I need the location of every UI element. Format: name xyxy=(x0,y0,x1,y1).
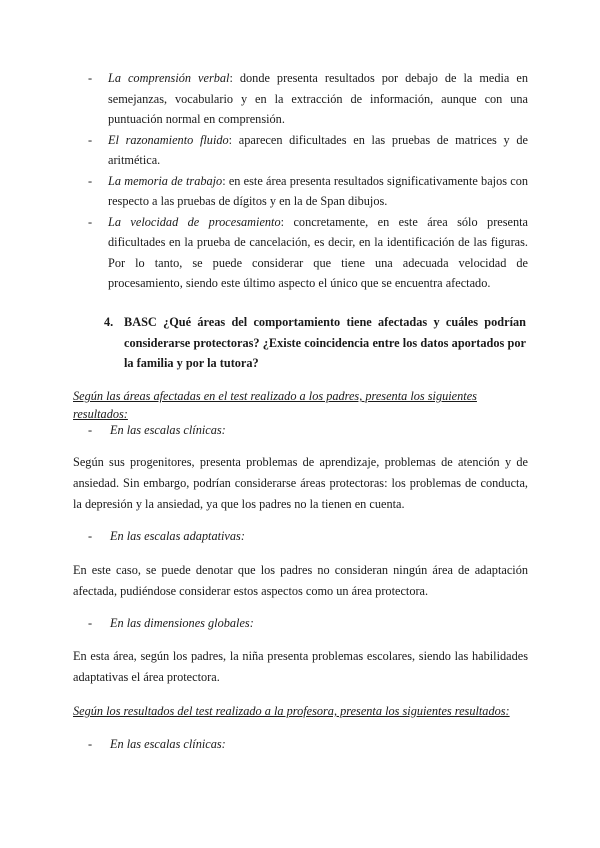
list-item-text: : donde presenta resultados por debajo de la media en semejanzas, vocabulario y en la extracción de información, aunque con una puntuación normal en comprensión. xyxy=(108,71,528,126)
parents-global-paragraph: En esta área, según los padres, la niña presenta problemas escolares, siendo las habilidades adaptativas el área protectora. xyxy=(73,649,528,684)
list-dash: - xyxy=(88,132,93,147)
question-text: BASC ¿Qué áreas del comportamiento tiene afectadas y cuáles podrían considerarse protectoras? ¿Existe coincidencia entre los datos aportados por la familia y por la tutora? xyxy=(124,315,526,370)
parents-adaptive-scales-item xyxy=(88,527,245,545)
teacher-results-intro: Según los resultados del test realizado a la profesora, presenta los siguientes resultados: xyxy=(73,704,510,718)
list-item-term: El razonamiento fluido xyxy=(108,132,229,147)
teacher-clinical-scales-item xyxy=(88,735,226,753)
list-item-text: : aparecen dificultades en las pruebas de matrices y de aritmética. xyxy=(108,132,529,167)
section-label: En las dimensiones globales: xyxy=(110,616,254,630)
list-item xyxy=(88,130,528,171)
question-heading xyxy=(104,312,526,374)
section-label: En las escalas clínicas: xyxy=(110,423,226,437)
list-item-text: : concretamente, en este área sólo presenta dificultades en la prueba de cancelación, es decir, en la identificación de las figuras. Por lo tanto, se puede considerar que tiene una adecuada velocidad de procesamiento, siendo este último aspecto el único que se encuentra afectado. xyxy=(108,214,529,290)
question-number: 4. xyxy=(104,315,114,329)
parents-clinical-paragraph: Según sus progenitores, presenta problemas de aprendizaje, problemas de atención y de ansiedad. Sin embargo, podrían considerarse áreas protectoras: los problemas de conducta, la depresión y la ansiedad, ya que los padres no la tienen en cuenta. xyxy=(73,455,528,511)
list-dash: - xyxy=(88,529,93,543)
list-item xyxy=(88,212,528,294)
list-dash: - xyxy=(88,423,93,437)
list-dash: - xyxy=(88,71,93,85)
list-item xyxy=(88,68,528,130)
list-dash: - xyxy=(88,737,93,751)
list-item xyxy=(88,171,528,212)
list-item-text: : en este área presenta resultados significativamente bajos con respecto a las pruebas de dígitos y en la de Span dibujos. xyxy=(108,173,528,208)
list-dash: - xyxy=(88,616,93,630)
section-label: En las escalas adaptativas: xyxy=(110,529,245,543)
cognitive-results-list xyxy=(88,68,528,294)
parents-global-dimensions-item xyxy=(88,614,254,632)
list-item-term: La memoria de trabajo xyxy=(108,173,223,188)
list-dash: - xyxy=(88,173,93,188)
list-dash: - xyxy=(88,214,93,229)
section-label: En las escalas clínicas: xyxy=(110,737,226,751)
parents-clinical-scales-item xyxy=(88,421,226,439)
parents-adaptive-paragraph: En este caso, se puede denotar que los padres no consideran ningún área de adaptación afectada, pudiéndose considerar estos aspectos como un área protectora. xyxy=(73,563,528,598)
list-item-term: La comprensión verbal xyxy=(108,71,230,85)
list-item-term: La velocidad de procesamiento xyxy=(108,214,281,229)
parents-results-intro: Según las áreas afectadas en el test realizado a los padres, presenta los siguientes resultados: xyxy=(73,389,477,421)
